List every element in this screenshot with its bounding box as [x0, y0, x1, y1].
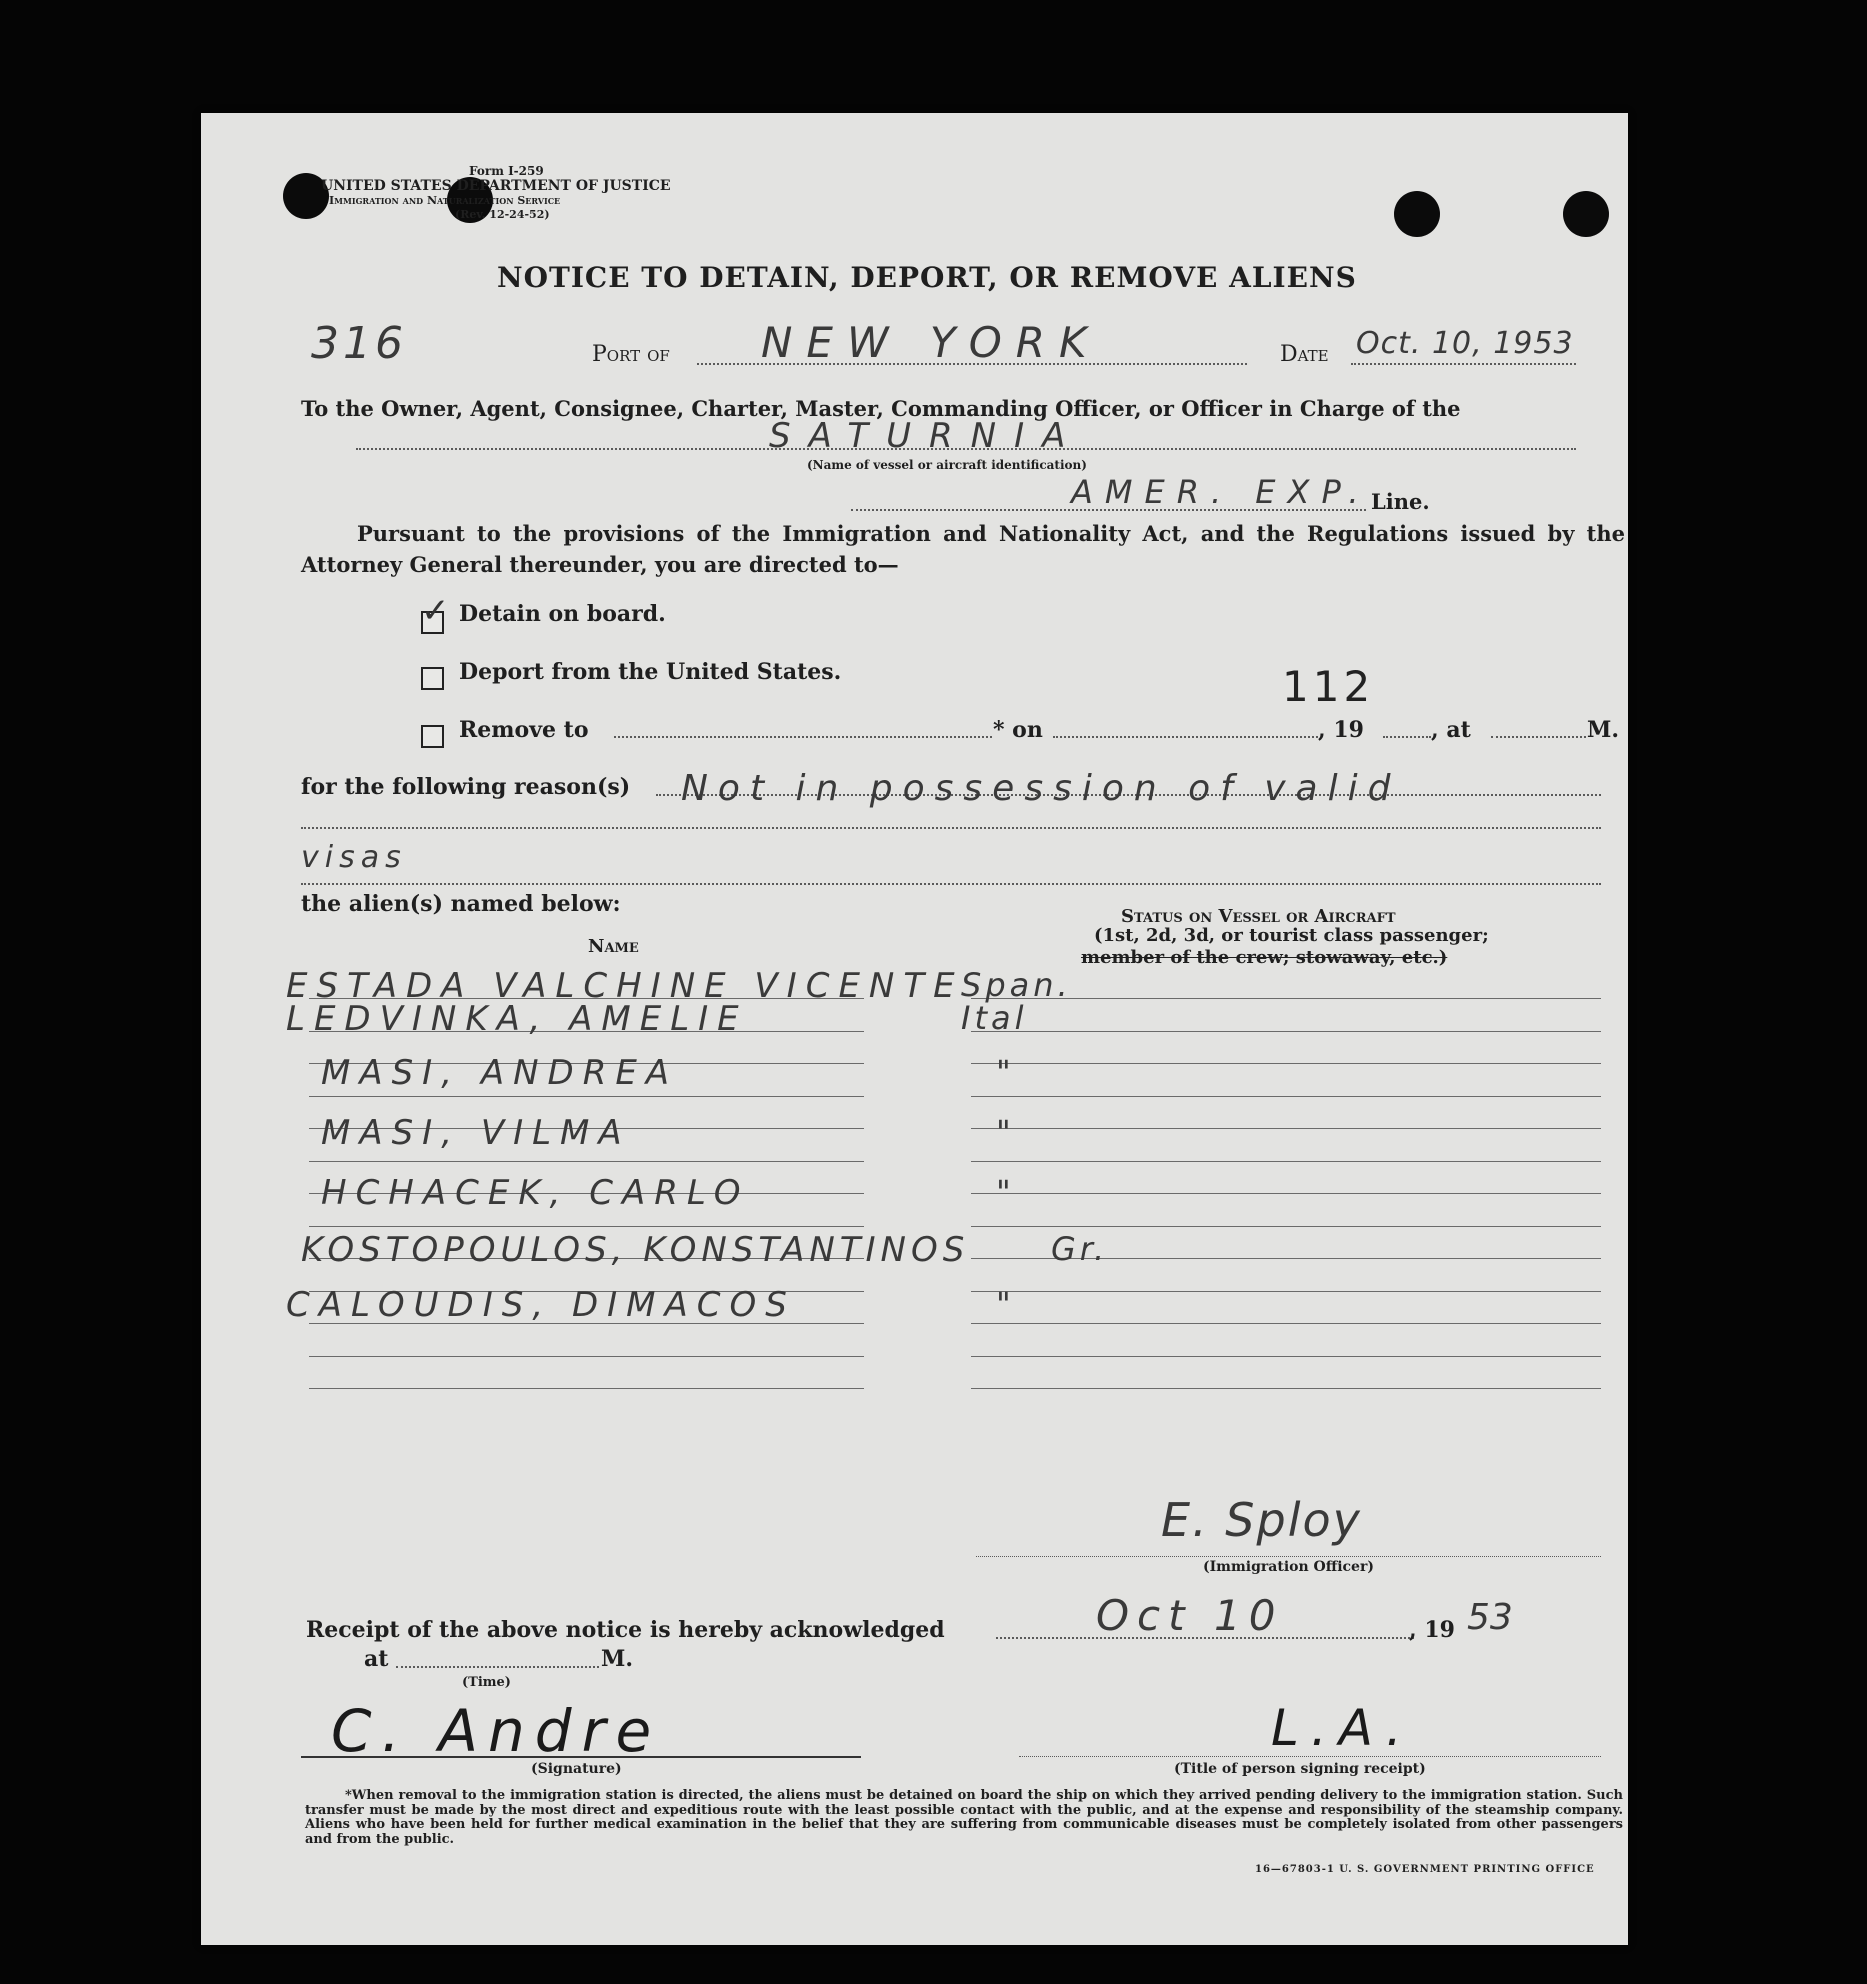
- form-number: Form I-259: [469, 164, 544, 178]
- table-row-name: LEDVINKA, AMELIE: [286, 999, 748, 1039]
- receiver-signature-caption: (Signature): [531, 1761, 622, 1777]
- table-row-status: ": [996, 1113, 1015, 1151]
- table-row-status: ": [996, 1285, 1015, 1323]
- table-row-status: ": [996, 1173, 1015, 1211]
- table-row-status-line: [971, 1388, 1601, 1389]
- reason-line2: [301, 827, 1601, 829]
- table-row-name-line: [309, 998, 864, 999]
- agency-line2: Immigration and Naturalization Service: [329, 194, 561, 207]
- table-row-status-line: [971, 1161, 1601, 1162]
- receiver-signature: C. Andre: [331, 1697, 662, 1765]
- remove-on-line: [1053, 736, 1318, 738]
- table-row-status-line: [971, 1258, 1601, 1259]
- table-row-status-line: [971, 998, 1601, 999]
- deport-label: Deport from the United States.: [459, 659, 842, 685]
- check-mark-icon: ✓: [421, 591, 450, 631]
- table-row-status-line: [971, 1356, 1601, 1357]
- receipt-year-prefix: , 19: [1409, 1617, 1455, 1643]
- receipt-year-value: 53: [1467, 1597, 1513, 1638]
- punch-hole-right1: [1394, 191, 1440, 237]
- addressee-text: To the Owner, Agent, Consignee, Charter, Master, Commanding Officer, or Officer in Charge of the: [301, 396, 1461, 421]
- vessel-caption: (Name of vessel or aircraft identification): [807, 458, 1087, 472]
- punch-hole-right2: [1563, 191, 1609, 237]
- table-row-name-line: [309, 1226, 864, 1227]
- table-row-name-line: [309, 1291, 864, 1292]
- aliens-label: the alien(s) named below:: [301, 891, 621, 917]
- table-row-name: KOSTOPOULOS, KONSTANTINOS: [301, 1230, 970, 1270]
- agency-line1: UNITED STATES DEPARTMENT OF JUSTICE: [321, 178, 671, 194]
- reason-value-line1: Not in possession of valid: [681, 768, 1401, 809]
- table-row-name-line: [309, 1258, 864, 1259]
- table-row-status-line: [971, 1291, 1601, 1292]
- remove-label: Remove to: [459, 717, 589, 743]
- date-label: Date: [1280, 342, 1329, 367]
- table-row-status-line: [971, 1128, 1601, 1129]
- table-row-status: Gr.: [1051, 1230, 1109, 1268]
- date-value: Oct. 10, 1953: [1356, 326, 1574, 361]
- remove-m-label: M.: [1587, 717, 1620, 743]
- table-row-status-line: [971, 1226, 1601, 1227]
- table-row-status-line: [971, 1193, 1601, 1194]
- table-row-status: ": [996, 1053, 1015, 1091]
- table-row-status: Span.: [961, 966, 1072, 1004]
- table-row-name-line: [309, 1161, 864, 1162]
- remove-at-label: , at: [1431, 717, 1471, 743]
- table-row-name: MASI, ANDREA: [321, 1053, 679, 1093]
- remove-year-line: [1383, 736, 1431, 738]
- deport-checkbox[interactable]: [421, 667, 444, 690]
- table-row-name-line: [309, 1031, 864, 1032]
- table-row-status-line: [971, 1063, 1601, 1064]
- officer-caption: (Immigration Officer): [1203, 1559, 1374, 1575]
- receiver-signature-line: [301, 1756, 861, 1758]
- reason-label: for the following reason(s): [301, 774, 631, 800]
- table-row-status-line: [971, 1323, 1601, 1324]
- receipt-text: Receipt of the above notice is hereby acknowledged: [306, 1617, 945, 1643]
- reason-value-line2: visas: [301, 840, 407, 875]
- receipt-time-line: [396, 1666, 599, 1668]
- officer-signature-line: [976, 1556, 1601, 1557]
- revision: (Rev. 12-24-52): [455, 208, 550, 221]
- detain-label: Detain on board.: [459, 601, 666, 627]
- table-row-status-line: [971, 1096, 1601, 1097]
- name-header: Name: [588, 936, 639, 957]
- printer-line: 16—67803-1 U. S. GOVERNMENT PRINTING OFFICE: [1255, 1864, 1595, 1875]
- table-row-status-line: [971, 1031, 1601, 1032]
- table-row-name-line: [309, 1388, 864, 1389]
- remove-at-line: [1491, 736, 1586, 738]
- table-row-name-line: [309, 1063, 864, 1064]
- table-row-name: MASI, VILMA: [321, 1113, 631, 1153]
- line-label: Line.: [1371, 489, 1430, 514]
- remove-to-line: [614, 736, 992, 738]
- page-title: NOTICE TO DETAIN, DEPORT, OR REMOVE ALIENS: [497, 261, 1357, 294]
- stamp-number: 112: [1282, 662, 1375, 711]
- status-header: Status on Vessel or Aircraft: [1121, 906, 1396, 927]
- port-label: Port of: [592, 342, 670, 367]
- receipt-at-label: at: [364, 1646, 389, 1672]
- table-row-name: ESTADA VALCHINE VICENTE: [286, 966, 964, 1006]
- document-page: [201, 113, 1628, 1945]
- receipt-time-caption: (Time): [462, 1675, 511, 1690]
- table-row-status: Ital: [961, 999, 1028, 1037]
- pursuant-text: Pursuant to the provisions of the Immigration and Nationality Act, and the Regulations issued by the Attorney General thereunder, you are directed to—: [301, 521, 1625, 577]
- receiver-title-caption: (Title of person signing receipt): [1174, 1761, 1426, 1777]
- remove-on-label: * on: [993, 717, 1043, 743]
- table-row-name-line: [309, 1096, 864, 1097]
- receipt-m-label: M.: [601, 1646, 634, 1672]
- table-row-name-line: [309, 1323, 864, 1324]
- table-row-name: HCHACEK, CARLO: [321, 1173, 750, 1213]
- receiver-title-value: L.A.: [1271, 1699, 1414, 1757]
- remove-year-label: , 19: [1318, 717, 1364, 743]
- table-row-name-line: [309, 1128, 864, 1129]
- table-row-name-line: [309, 1356, 864, 1357]
- receiver-title-line: [1019, 1756, 1601, 1757]
- file-number: 316: [311, 318, 407, 369]
- remove-checkbox[interactable]: [421, 725, 444, 748]
- footnote: *When removal to the immigration station is directed, the aliens must be detained on board the ship on which they arrived pending delivery to the immigration station. Such transfer must be made by the most direct and expeditious route with the least possible contact with the public, and at the expense and responsibility of the steamship company. Aliens who have been held for further medical examination in the belief that they are suffering from communicable diseases must be completely isolated from other passengers and from the public.: [305, 1788, 1623, 1847]
- table-row-name: CALOUDIS, DIMACOS: [286, 1285, 796, 1325]
- port-value: NEW YORK: [761, 318, 1101, 367]
- aliens-table: [201, 113, 1628, 1945]
- receipt-date-value: Oct 10: [1096, 1591, 1284, 1640]
- table-row-name-line: [309, 1193, 864, 1194]
- officer-signature: E. Sploy: [1161, 1493, 1362, 1547]
- status-sub2: member of the crew; stowaway, etc.): [1081, 947, 1448, 968]
- line-value: AMER. EXP.: [1071, 473, 1371, 511]
- detain-checkbox[interactable]: [421, 591, 450, 634]
- reason-line3: [301, 883, 1601, 885]
- status-sub1: (1st, 2d, 3d, or tourist class passenger;: [1094, 925, 1489, 946]
- vessel-value: SATURNIA: [769, 416, 1084, 456]
- date-line: [1351, 363, 1576, 365]
